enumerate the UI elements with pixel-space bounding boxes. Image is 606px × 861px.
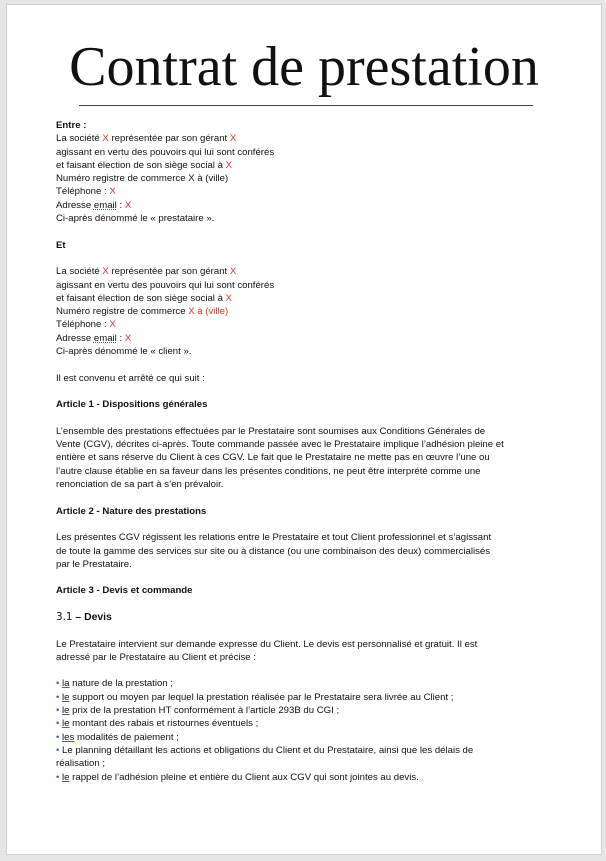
article2-line: de toute la gamme des services sur site ou à distance (ou une combinaison des deux) commercialisés	[56, 545, 491, 557]
party1-manager-label: représentée par son gérant	[108, 133, 230, 145]
party1-company-label: La société	[56, 133, 103, 145]
party2-phone-label: Téléphone :	[56, 319, 110, 331]
party2-address-label: Adresse	[56, 332, 94, 344]
bullet-icon: •	[56, 705, 63, 717]
party1-line2: agissant en vertu des pouvoirs qui lui sont conférés	[56, 146, 275, 158]
party2-company-label: La société	[56, 266, 103, 278]
party1-line1	[56, 132, 556, 145]
article2-line: par le Prestataire.	[56, 558, 132, 570]
bullet-text: prix de la prestation HT conformément à l’article 293B du CGI ;	[69, 705, 340, 717]
article3-heading: Article 3 - Devis et commande	[56, 585, 193, 597]
bullet-item	[56, 744, 556, 757]
party2-line7: Ci-après dénommé le « client ».	[56, 346, 192, 358]
party1-line7: Ci-après dénommé le « prestataire ».	[56, 213, 215, 225]
bullet-item	[56, 717, 556, 730]
article1-line: renonciation de sa part à s’en prévaloir.	[56, 479, 224, 491]
bullet-article: le	[62, 718, 70, 730]
bullet-text: rappel de l’adhésion pleine et entière du Client aux CGV qui sont jointes au devis.	[69, 771, 419, 783]
subheading-number: 3.1	[56, 610, 73, 623]
party2-line1	[56, 265, 556, 278]
party2-line2: agissant en vertu des pouvoirs qui lui sont conférés	[56, 279, 275, 291]
party1-company-placeholder: X	[102, 133, 109, 145]
party2-manager-placeholder: X	[229, 266, 237, 278]
document-page	[6, 4, 602, 855]
party2-line5	[56, 318, 556, 331]
party1-line4: Numéro registre de commerce X à (ville)	[56, 173, 229, 185]
bullet-text: Le planning détaillant les actions et obligations du Client et du Prestataire, ainsi que les délais de	[62, 744, 474, 756]
party1-seat-label: et faisant élection de son siège social à	[56, 159, 226, 171]
article3-bullet-list	[56, 677, 556, 783]
bullet-article: les	[62, 731, 75, 743]
party1-email-word: email	[93, 199, 117, 211]
party2-line6	[56, 332, 556, 345]
bullet-icon: •	[56, 744, 63, 756]
article1-line: Vente (CGV), décrites ci-après. Toute commande passée avec le Prestataire implique l’adhésion pleine et	[56, 439, 504, 451]
party1-address-label: Adresse	[56, 199, 94, 211]
party2-line3	[56, 292, 556, 305]
bullet-item	[56, 771, 556, 784]
article3-subheading	[56, 611, 556, 624]
party2-colon: :	[116, 332, 125, 344]
agreed-text: Il est convenu et arrêté ce qui suit :	[56, 372, 205, 384]
article3-line: Le Prestataire intervient sur demande expresse du Client. Le devis est personnalisé et gratuit. Il est	[56, 638, 478, 650]
party2-registry-placeholder: X à (ville)	[188, 306, 229, 318]
et-label: Et	[56, 239, 66, 251]
title-underline	[79, 105, 533, 106]
party2-email-placeholder: X	[124, 332, 132, 344]
bullet-text: réalisation ;	[56, 758, 106, 770]
bullet-text: support ou moyen par lequel la prestation réalisée par le Prestataire sera livrée au Client ;	[69, 691, 454, 703]
bullet-item	[56, 731, 556, 744]
bullet-icon: •	[56, 718, 63, 730]
bullet-icon: •	[56, 731, 63, 743]
party1-line5	[56, 185, 556, 198]
entre-label: Entre :	[56, 120, 87, 131]
bullet-icon: •	[56, 691, 63, 703]
bullet-article: le	[62, 691, 70, 703]
party1-email-placeholder: X	[124, 199, 132, 211]
bullet-article: la	[62, 678, 70, 690]
party1-seat-placeholder: X	[225, 159, 233, 171]
bullet-article: le	[62, 771, 70, 783]
bullet-text: modalités de paiement ;	[74, 731, 179, 743]
party2-line4	[56, 305, 556, 318]
bullet-item	[56, 677, 556, 690]
article1-heading: Article 1 - Dispositions générales	[56, 399, 208, 411]
article2-line: Les présentes CGV régissent les relations entre le Prestataire et tout Client professionnel et s’agissant	[56, 532, 492, 544]
party2-seat-placeholder: X	[225, 292, 233, 304]
party2-company-placeholder: X	[102, 266, 109, 278]
party2-manager-label: représentée par son gérant	[108, 266, 230, 278]
bullet-icon: •	[56, 771, 63, 783]
party1-phone-placeholder: X	[109, 186, 116, 198]
bullet-article: le	[62, 705, 70, 717]
article1-line: L’ensemble des prestations effectuées par le Prestataire sont soumises aux Conditions Générales de	[56, 425, 486, 437]
article2-heading: Article 2 - Nature des prestations	[56, 505, 207, 517]
party1-phone-label: Téléphone :	[56, 186, 110, 198]
party1-manager-placeholder: X	[229, 133, 237, 145]
article3-line: adressé par le Prestataire au Client et précise :	[56, 651, 256, 663]
party1-colon: :	[116, 199, 125, 211]
bullet-text: montant des rabais et ristournes éventuels ;	[69, 718, 259, 730]
article1-line: entière et sans réserve du Client à ces CGV. Le fait que le Prestataire ne mette pas en œuvre l’une ou	[56, 452, 490, 464]
bullet-item	[56, 691, 556, 704]
party2-registry-label: Numéro registre de commerce	[56, 306, 189, 318]
bullet-item	[56, 704, 556, 717]
subheading-title: – Devis	[72, 611, 112, 623]
party1-line6	[56, 199, 556, 212]
party1-line3	[56, 159, 556, 172]
bullet-icon: •	[56, 678, 63, 690]
party2-phone-placeholder: X	[109, 319, 116, 331]
party2-email-word: email	[93, 332, 117, 344]
party2-seat-label: et faisant élection de son siège social à	[56, 292, 226, 304]
article1-line: l’autre clause établie en sa faveur dans les présentes conditions, ne peut être interprété comme une	[56, 465, 481, 477]
document-title: Contrat de prestation	[69, 36, 539, 98]
bullet-text: nature de la prestation ;	[69, 678, 173, 690]
document-body	[56, 119, 556, 784]
bullet-item	[56, 757, 556, 770]
